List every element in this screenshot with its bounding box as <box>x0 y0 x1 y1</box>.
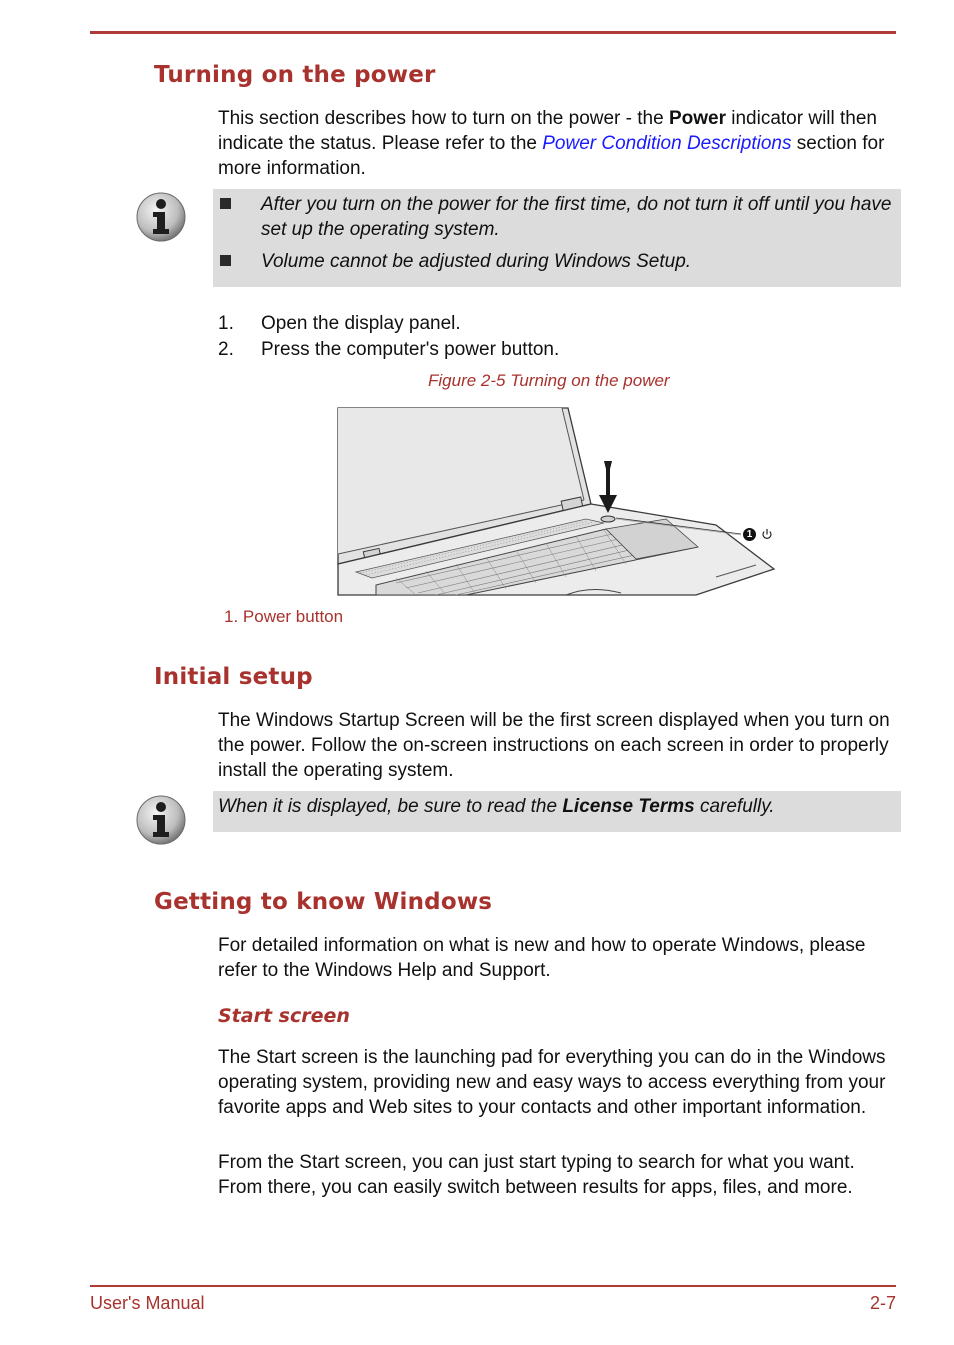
note-text: carefully. <box>694 796 775 817</box>
intro-bold-power: Power <box>668 108 726 129</box>
bullet-square <box>220 198 231 209</box>
intro-text: indicator will then indicate the status. Please refer to the <box>218 108 878 154</box>
step-text: Open the display panel. <box>261 313 461 334</box>
power-condition-link[interactable]: Power Condition Descriptions <box>542 133 792 154</box>
intro-text: This section describes how to turn on the power - the <box>218 108 669 129</box>
intro-text: section for more information. <box>218 133 885 179</box>
footer-page-number: 2-7 <box>869 1293 896 1313</box>
note-item: Volume cannot be adjusted during Windows Setup. <box>261 251 692 272</box>
start-screen-para-2: From the Start screen, you can just start typing to search for what you want. From there, you can easily switch between results for apps, files, and more. <box>218 1152 855 1198</box>
note-bold-license: License Terms <box>562 796 695 817</box>
figure-caption: Figure 2-5 Turning on the power <box>428 371 670 390</box>
header-rule <box>90 31 896 34</box>
section-heading-initial-setup: Initial setup <box>154 664 313 690</box>
step-text: Press the computer's power button. <box>261 339 560 360</box>
getting-to-know-body: For detailed information on what is new and how to operate Windows, please refer to the Windows Help and Support. <box>218 935 866 981</box>
license-note <box>218 794 775 819</box>
note-box-first-power <box>213 189 901 287</box>
note-box-license-terms <box>213 791 901 832</box>
power-icon <box>761 528 773 541</box>
section-heading-getting-to-know: Getting to know Windows <box>154 889 493 915</box>
note-text: When it is displayed, be sure to read the <box>218 796 563 817</box>
step-number: 2. <box>218 339 234 360</box>
subheading-start-screen: Start screen <box>218 1005 350 1027</box>
turning-on-intro <box>218 106 898 181</box>
laptop-illustration <box>336 407 776 597</box>
start-screen-para-1: The Start screen is the launching pad for everything you can do in the Windows operating system, providing new and easy ways to access everything from your favorite apps and Web sites to your contacts and other important information. <box>218 1047 886 1118</box>
info-icon <box>133 189 189 245</box>
info-icon <box>133 792 189 848</box>
bullet-square <box>220 255 231 266</box>
note-item: After you turn on the power for the first time, do not turn it off until you have set up the operating system. <box>261 194 892 240</box>
section-heading-turning-on: Turning on the power <box>154 62 436 88</box>
footer-rule <box>90 1285 896 1287</box>
figure-legend-power-button: 1. Power button <box>224 607 344 626</box>
callout-badge: 1 <box>743 528 756 541</box>
footer-manual-title: User's Manual <box>90 1293 205 1313</box>
step-number: 1. <box>218 313 234 334</box>
initial-setup-body: The Windows Startup Screen will be the first screen displayed when you turn on the power. Follow the on-screen instructions on each screen in order to properly install the operating system. <box>218 710 890 781</box>
